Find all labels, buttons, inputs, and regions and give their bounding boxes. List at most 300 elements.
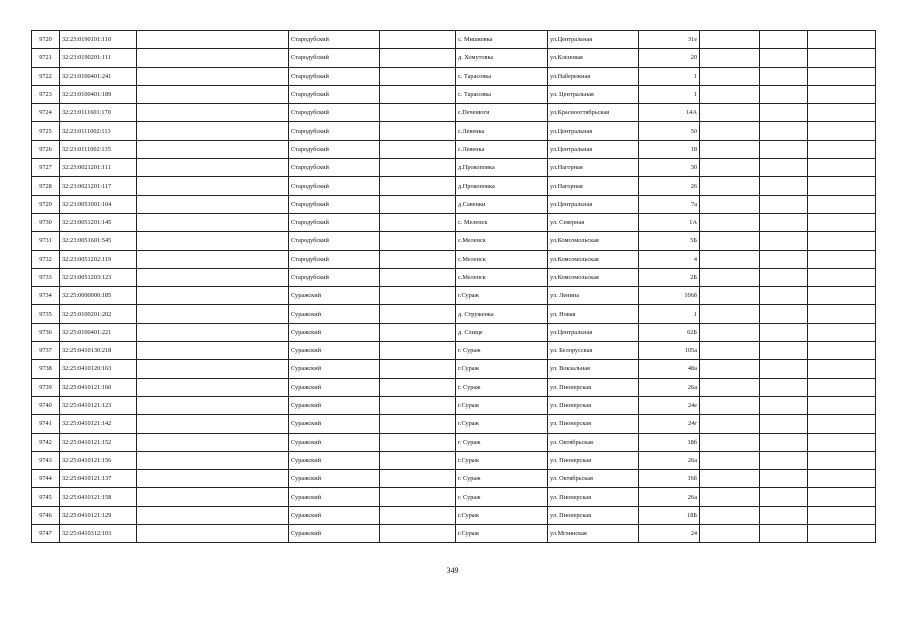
- cadastral-number-cell: 32:25:0410121:158: [60, 488, 137, 506]
- empty-cell: [137, 213, 289, 231]
- empty-cell: [137, 49, 289, 67]
- settlement-cell: г. Сураж: [456, 342, 548, 360]
- empty-cell: [380, 213, 456, 231]
- house-number-cell: 24г: [639, 415, 700, 433]
- cadastral-number-cell: 32:25:0100201:202: [60, 305, 137, 323]
- row-number-cell: 9742: [32, 433, 60, 451]
- table-row: [32, 360, 876, 378]
- settlement-cell: г.Сураж: [456, 451, 548, 469]
- row-number-cell: 9738: [32, 360, 60, 378]
- empty-cell: [808, 433, 876, 451]
- street-cell: ул.Центральная: [548, 140, 639, 158]
- empty-cell: [760, 85, 808, 103]
- district-cell: Суражский: [289, 433, 380, 451]
- cadastral-number-cell: 32:25:0410120:163: [60, 360, 137, 378]
- empty-cell: [808, 177, 876, 195]
- empty-cell: [700, 360, 760, 378]
- empty-cell: [808, 378, 876, 396]
- street-cell: ул.Нагорная: [548, 177, 639, 195]
- empty-cell: [760, 488, 808, 506]
- empty-cell: [760, 451, 808, 469]
- empty-cell: [137, 415, 289, 433]
- street-cell: ул. Пионерская: [548, 378, 639, 396]
- empty-cell: [700, 104, 760, 122]
- street-cell: ул. Белорусская: [548, 342, 639, 360]
- row-number-cell: 9744: [32, 470, 60, 488]
- house-number-cell: 20: [639, 49, 700, 67]
- street-cell: ул. Северная: [548, 213, 639, 231]
- street-cell: ул.Красноогтябрьская: [548, 104, 639, 122]
- empty-cell: [137, 177, 289, 195]
- row-number-cell: 9726: [32, 140, 60, 158]
- settlement-cell: д. Слище: [456, 323, 548, 341]
- empty-cell: [380, 470, 456, 488]
- house-number-cell: 26а: [639, 378, 700, 396]
- empty-cell: [700, 287, 760, 305]
- street-cell: ул.Нагорная: [548, 159, 639, 177]
- cadastral-number-cell: 32:25:0410121:142: [60, 415, 137, 433]
- empty-cell: [380, 342, 456, 360]
- empty-cell: [700, 195, 760, 213]
- empty-cell: [700, 140, 760, 158]
- empty-cell: [700, 122, 760, 140]
- empty-cell: [380, 232, 456, 250]
- empty-cell: [700, 488, 760, 506]
- empty-cell: [700, 378, 760, 396]
- cadastral-number-cell: 32:23:0100401:241: [60, 67, 137, 85]
- row-number-cell: 9721: [32, 49, 60, 67]
- house-number-cell: 62Б: [639, 323, 700, 341]
- house-number-cell: 105а: [639, 342, 700, 360]
- empty-cell: [380, 140, 456, 158]
- row-number-cell: 9730: [32, 213, 60, 231]
- empty-cell: [137, 287, 289, 305]
- empty-cell: [380, 31, 456, 49]
- table-row: [32, 232, 876, 250]
- empty-cell: [700, 49, 760, 67]
- empty-cell: [808, 525, 876, 543]
- table-row: [32, 85, 876, 103]
- house-number-cell: 50: [639, 122, 700, 140]
- empty-cell: [137, 470, 289, 488]
- empty-cell: [760, 525, 808, 543]
- table-row: [32, 305, 876, 323]
- house-number-cell: 48а: [639, 360, 700, 378]
- district-cell: Стародубский: [289, 213, 380, 231]
- house-number-cell: 24: [639, 525, 700, 543]
- row-number-cell: 9736: [32, 323, 60, 341]
- cadastral-number-cell: 32:25:0410121:123: [60, 396, 137, 414]
- street-cell: ул.Набережная: [548, 67, 639, 85]
- street-cell: ул. Пионерская: [548, 506, 639, 524]
- empty-cell: [760, 323, 808, 341]
- empty-cell: [137, 250, 289, 268]
- empty-cell: [137, 305, 289, 323]
- house-number-cell: 106б: [639, 287, 700, 305]
- empty-cell: [137, 232, 289, 250]
- empty-cell: [700, 323, 760, 341]
- empty-cell: [380, 67, 456, 85]
- settlement-cell: с.Меленск: [456, 250, 548, 268]
- empty-cell: [760, 433, 808, 451]
- empty-cell: [808, 342, 876, 360]
- row-number-cell: 9745: [32, 488, 60, 506]
- empty-cell: [380, 195, 456, 213]
- row-number-cell: 9737: [32, 342, 60, 360]
- settlement-cell: с.Левенка: [456, 122, 548, 140]
- cadastral-number-cell: 32:25:0410121:152: [60, 433, 137, 451]
- empty-cell: [137, 396, 289, 414]
- table-row: [32, 268, 876, 286]
- empty-cell: [700, 31, 760, 49]
- district-cell: Суражский: [289, 323, 380, 341]
- cadastral-number-cell: 32:23:0111002:135: [60, 140, 137, 158]
- street-cell: ул.Мглинская: [548, 525, 639, 543]
- row-number-cell: 9734: [32, 287, 60, 305]
- house-number-cell: 14А: [639, 104, 700, 122]
- row-number-cell: 9739: [32, 378, 60, 396]
- empty-cell: [380, 287, 456, 305]
- row-number-cell: 9725: [32, 122, 60, 140]
- empty-cell: [700, 433, 760, 451]
- row-number-cell: 9731: [32, 232, 60, 250]
- table-row: [32, 31, 876, 49]
- empty-cell: [137, 122, 289, 140]
- empty-cell: [380, 177, 456, 195]
- settlement-cell: г.Сураж: [456, 360, 548, 378]
- district-cell: Суражский: [289, 342, 380, 360]
- property-registry-table: [31, 30, 876, 543]
- empty-cell: [137, 67, 289, 85]
- empty-cell: [760, 470, 808, 488]
- empty-cell: [808, 506, 876, 524]
- empty-cell: [760, 360, 808, 378]
- empty-cell: [380, 415, 456, 433]
- empty-cell: [808, 360, 876, 378]
- empty-cell: [808, 122, 876, 140]
- house-number-cell: 2Б: [639, 268, 700, 286]
- street-cell: ул.Центральная: [548, 195, 639, 213]
- empty-cell: [760, 232, 808, 250]
- street-cell: ул. Октябрьская: [548, 433, 639, 451]
- empty-cell: [808, 323, 876, 341]
- settlement-cell: г.Сураж: [456, 415, 548, 433]
- empty-cell: [760, 287, 808, 305]
- empty-cell: [700, 85, 760, 103]
- empty-cell: [380, 506, 456, 524]
- cadastral-number-cell: 32:23:0051202:119: [60, 250, 137, 268]
- street-cell: ул. Пионерская: [548, 415, 639, 433]
- cadastral-number-cell: 32:25:0410130:218: [60, 342, 137, 360]
- empty-cell: [137, 195, 289, 213]
- empty-cell: [137, 104, 289, 122]
- street-cell: ул.Комсомольская: [548, 250, 639, 268]
- street-cell: ул.Центральная: [548, 31, 639, 49]
- table-row: [32, 122, 876, 140]
- empty-cell: [760, 396, 808, 414]
- settlement-cell: с. Мишковка: [456, 31, 548, 49]
- street-cell: ул. Новая: [548, 305, 639, 323]
- cadastral-number-cell: 32:23:0111002:113: [60, 122, 137, 140]
- empty-cell: [700, 470, 760, 488]
- cadastral-number-cell: 32:23:0051001:104: [60, 195, 137, 213]
- table-row: [32, 323, 876, 341]
- settlement-cell: д. Хомутовка: [456, 49, 548, 67]
- empty-cell: [700, 213, 760, 231]
- row-number-cell: 9735: [32, 305, 60, 323]
- house-number-cell: 4: [639, 250, 700, 268]
- empty-cell: [760, 49, 808, 67]
- empty-cell: [700, 159, 760, 177]
- empty-cell: [760, 31, 808, 49]
- cadastral-number-cell: 32:23:0051601:545: [60, 232, 137, 250]
- table-row: [32, 159, 876, 177]
- empty-cell: [700, 232, 760, 250]
- empty-cell: [700, 250, 760, 268]
- settlement-cell: г. Сураж: [456, 378, 548, 396]
- settlement-cell: г.Сураж: [456, 506, 548, 524]
- row-number-cell: 9729: [32, 195, 60, 213]
- cadastral-number-cell: 32:23:0051203:123: [60, 268, 137, 286]
- empty-cell: [760, 122, 808, 140]
- empty-cell: [137, 451, 289, 469]
- empty-cell: [700, 305, 760, 323]
- house-number-cell: 26а: [639, 488, 700, 506]
- row-number-cell: 9747: [32, 525, 60, 543]
- empty-cell: [700, 177, 760, 195]
- table-row: [32, 342, 876, 360]
- empty-cell: [137, 268, 289, 286]
- empty-cell: [380, 323, 456, 341]
- street-cell: ул. Вокзальная: [548, 360, 639, 378]
- district-cell: Стародубский: [289, 268, 380, 286]
- empty-cell: [808, 396, 876, 414]
- table-row: [32, 49, 876, 67]
- empty-cell: [380, 104, 456, 122]
- cadastral-number-cell: 32:25:0410121:160: [60, 378, 137, 396]
- empty-cell: [380, 433, 456, 451]
- empty-cell: [808, 415, 876, 433]
- empty-cell: [380, 525, 456, 543]
- street-cell: ул. Пионерская: [548, 396, 639, 414]
- settlement-cell: с. Меленск: [456, 213, 548, 231]
- street-cell: ул. Октябрьская: [548, 470, 639, 488]
- empty-cell: [760, 195, 808, 213]
- house-number-cell: 1: [639, 85, 700, 103]
- empty-cell: [380, 159, 456, 177]
- district-cell: Стародубский: [289, 140, 380, 158]
- empty-cell: [700, 396, 760, 414]
- empty-cell: [380, 85, 456, 103]
- empty-cell: [808, 488, 876, 506]
- house-number-cell: 26: [639, 177, 700, 195]
- district-cell: Суражский: [289, 396, 380, 414]
- empty-cell: [380, 378, 456, 396]
- district-cell: Стародубский: [289, 232, 380, 250]
- cadastral-number-cell: 32:25:0100401:221: [60, 323, 137, 341]
- cadastral-number-cell: 32:25:0410312:103: [60, 525, 137, 543]
- empty-cell: [808, 213, 876, 231]
- empty-cell: [380, 451, 456, 469]
- empty-cell: [760, 415, 808, 433]
- empty-cell: [137, 31, 289, 49]
- district-cell: Суражский: [289, 470, 380, 488]
- house-number-cell: 30: [639, 159, 700, 177]
- street-cell: ул.Комсомольская: [548, 232, 639, 250]
- house-number-cell: 18: [639, 140, 700, 158]
- table-row: [32, 433, 876, 451]
- cadastral-number-cell: 32:23:0111601:170: [60, 104, 137, 122]
- house-number-cell: 26а: [639, 451, 700, 469]
- table-row: [32, 451, 876, 469]
- row-number-cell: 9743: [32, 451, 60, 469]
- street-cell: ул.Комсомольская: [548, 268, 639, 286]
- district-cell: Стародубский: [289, 195, 380, 213]
- street-cell: ул. Центральная: [548, 85, 639, 103]
- empty-cell: [700, 67, 760, 85]
- settlement-cell: г.Сураж: [456, 287, 548, 305]
- empty-cell: [137, 433, 289, 451]
- cadastral-number-cell: 32:23:0021201:117: [60, 177, 137, 195]
- district-cell: Суражский: [289, 305, 380, 323]
- empty-cell: [380, 250, 456, 268]
- empty-cell: [808, 49, 876, 67]
- district-cell: Суражский: [289, 378, 380, 396]
- house-number-cell: 1А: [639, 213, 700, 231]
- house-number-cell: 18б: [639, 433, 700, 451]
- settlement-cell: д.Прокоповка: [456, 177, 548, 195]
- cadastral-number-cell: 32:25:0410121:129: [60, 506, 137, 524]
- house-number-cell: 24е: [639, 396, 700, 414]
- empty-cell: [760, 506, 808, 524]
- district-cell: Суражский: [289, 525, 380, 543]
- empty-cell: [808, 470, 876, 488]
- house-number-cell: 18Б: [639, 506, 700, 524]
- settlement-cell: г. Сураж: [456, 470, 548, 488]
- empty-cell: [760, 378, 808, 396]
- row-number-cell: 9722: [32, 67, 60, 85]
- empty-cell: [700, 506, 760, 524]
- settlement-cell: с.Печенюги: [456, 104, 548, 122]
- empty-cell: [808, 31, 876, 49]
- row-number-cell: 9732: [32, 250, 60, 268]
- empty-cell: [137, 342, 289, 360]
- table-row: [32, 470, 876, 488]
- settlement-cell: г.Сураж: [456, 525, 548, 543]
- empty-cell: [137, 323, 289, 341]
- settlement-cell: с.Меленск: [456, 232, 548, 250]
- empty-cell: [700, 525, 760, 543]
- table-row: [32, 195, 876, 213]
- empty-cell: [380, 360, 456, 378]
- cadastral-number-cell: 32:23:0100401:189: [60, 85, 137, 103]
- table-row: [32, 140, 876, 158]
- row-number-cell: 9740: [32, 396, 60, 414]
- district-cell: Стародубский: [289, 104, 380, 122]
- district-cell: Стародубский: [289, 49, 380, 67]
- street-cell: ул.Центральная: [548, 323, 639, 341]
- empty-cell: [808, 159, 876, 177]
- empty-cell: [380, 49, 456, 67]
- street-cell: ул. Пионерская: [548, 488, 639, 506]
- cadastral-number-cell: 32:23:0190101:110: [60, 31, 137, 49]
- settlement-cell: д. Струженка: [456, 305, 548, 323]
- settlement-cell: д.Савенки: [456, 195, 548, 213]
- empty-cell: [137, 525, 289, 543]
- settlement-cell: с.Левенка: [456, 140, 548, 158]
- empty-cell: [137, 159, 289, 177]
- table-row: [32, 415, 876, 433]
- cadastral-number-cell: 32:25:0410121:156: [60, 451, 137, 469]
- empty-cell: [137, 506, 289, 524]
- district-cell: Стародубский: [289, 159, 380, 177]
- empty-cell: [760, 268, 808, 286]
- table-row: [32, 525, 876, 543]
- empty-cell: [760, 213, 808, 231]
- row-number-cell: 9741: [32, 415, 60, 433]
- house-number-cell: 7а: [639, 195, 700, 213]
- table-row: [32, 177, 876, 195]
- district-cell: Стародубский: [289, 31, 380, 49]
- empty-cell: [137, 488, 289, 506]
- settlement-cell: г. Сураж: [456, 433, 548, 451]
- district-cell: Стародубский: [289, 250, 380, 268]
- cadastral-number-cell: 32:25:0000000:185: [60, 287, 137, 305]
- cadastral-number-cell: 32:23:0190201:111: [60, 49, 137, 67]
- table-row: [32, 488, 876, 506]
- table-row: [32, 67, 876, 85]
- empty-cell: [760, 159, 808, 177]
- house-number-cell: 5Б: [639, 232, 700, 250]
- street-cell: ул.Кленовая: [548, 49, 639, 67]
- empty-cell: [808, 268, 876, 286]
- empty-cell: [380, 268, 456, 286]
- empty-cell: [760, 67, 808, 85]
- page-number: 349: [446, 566, 459, 575]
- empty-cell: [808, 104, 876, 122]
- empty-cell: [700, 268, 760, 286]
- table-row: [32, 250, 876, 268]
- empty-cell: [760, 177, 808, 195]
- table-row: [32, 104, 876, 122]
- empty-cell: [700, 415, 760, 433]
- row-number-cell: 9746: [32, 506, 60, 524]
- settlement-cell: г.Сураж: [456, 396, 548, 414]
- settlement-cell: с.Меленск: [456, 268, 548, 286]
- empty-cell: [808, 195, 876, 213]
- row-number-cell: 9733: [32, 268, 60, 286]
- cadastral-number-cell: 32:23:0051201:145: [60, 213, 137, 231]
- table-row: [32, 378, 876, 396]
- house-number-cell: 1: [639, 67, 700, 85]
- empty-cell: [808, 250, 876, 268]
- empty-cell: [137, 378, 289, 396]
- table-body: [32, 31, 876, 543]
- row-number-cell: 9723: [32, 85, 60, 103]
- table-row: [32, 287, 876, 305]
- street-cell: ул.Центральная: [548, 122, 639, 140]
- row-number-cell: 9727: [32, 159, 60, 177]
- empty-cell: [760, 250, 808, 268]
- settlement-cell: с. Тарасовка: [456, 85, 548, 103]
- empty-cell: [760, 342, 808, 360]
- district-cell: Суражский: [289, 488, 380, 506]
- empty-cell: [380, 305, 456, 323]
- empty-cell: [808, 232, 876, 250]
- row-number-cell: 9724: [32, 104, 60, 122]
- district-cell: Суражский: [289, 506, 380, 524]
- empty-cell: [808, 451, 876, 469]
